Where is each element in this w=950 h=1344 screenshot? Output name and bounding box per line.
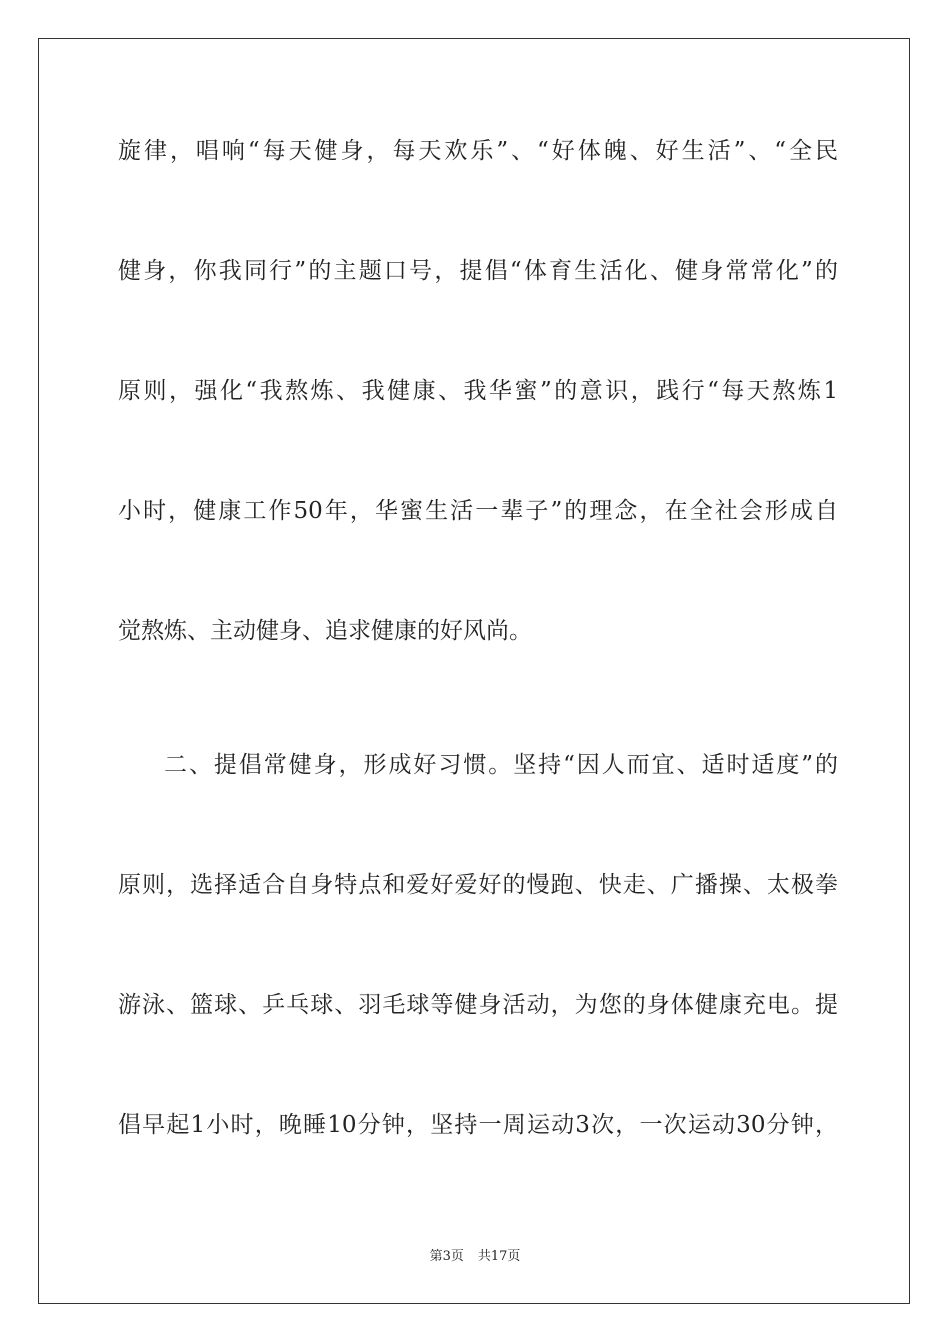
body-text-line-9: 倡早起1小时，晚睡10分钟，坚持一周运动3次，一次运动30分钟，: [118, 1112, 838, 1138]
page-footer: [0, 1248, 950, 1266]
page-number: 第3页: [429, 1249, 464, 1264]
body-text-line-4: 小时，健康工作50年，华蜜生活一辈子”的理念，在全社会形成自: [118, 498, 838, 524]
body-text-line-3: 原则，强化“我熬炼、我健康、我华蜜”的意识，践行“每天熬炼1: [118, 378, 838, 404]
page-total: 共17页: [477, 1249, 521, 1264]
body-text-line-7: 原则，选择适合自身特点和爱好爱好的慢跑、快走、广播操、太极拳: [118, 872, 838, 898]
body-text-line-8: 游泳、篮球、乒乓球、羽毛球等健身活动，为您的身体健康充电。提: [118, 992, 838, 1018]
body-text-line-2: 健身，你我同行”的主题口号，提倡“体育生活化、健身常常化”的: [118, 258, 838, 284]
body-text-line-5: 觉熬炼、主动健身、追求健康的好风尚。: [118, 618, 532, 644]
body-text-line-6: 二、提倡常健身，形成好习惯。坚持“因人而宜、适时适度”的: [164, 752, 838, 778]
body-text-line-1: 旋律，唱响“每天健身，每天欢乐”、“好体魄、好生活”、“全民: [118, 138, 838, 164]
